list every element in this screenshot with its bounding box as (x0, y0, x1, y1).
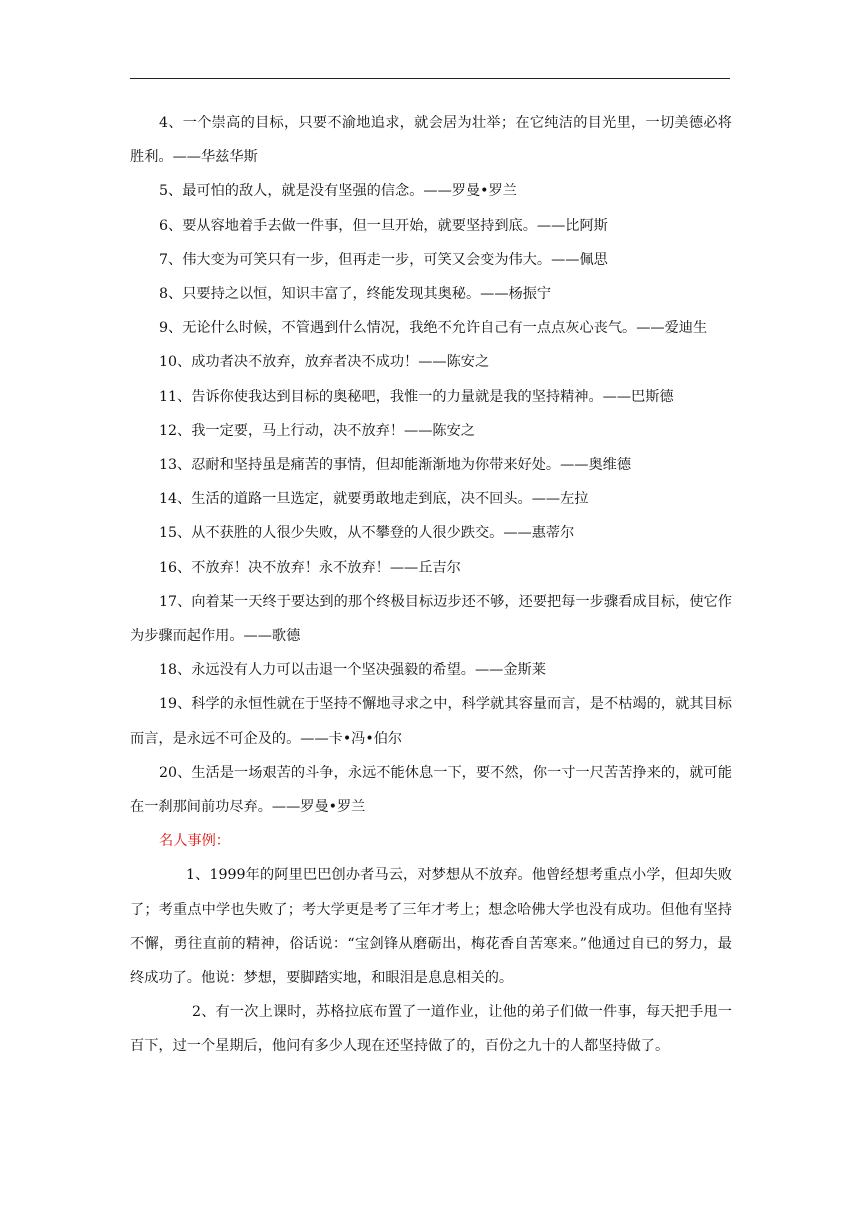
quote-item: 5、最可怕的敌人，就是没有坚强的信念。——罗曼•罗兰 (159, 183, 517, 200)
quote-item: 15、从不获胜的人很少失败，从不攀登的人很少跌交。——惠蒂尔 (159, 525, 575, 542)
document-body (130, 106, 732, 1064)
quote-item: 20、生活是一场艰苦的斗争，永远不能休息一下，要不然，你一寸一尺苦苦挣来的，就可能在一刹那间前功尽弃。——罗曼•罗兰 (130, 764, 732, 816)
section-title: 名人事例： (159, 833, 230, 850)
story-paragraph: 1、1999年的阿里巴巴创办者马云，对梦想从不放弃。他曾经想考重点小学，但却失败了；考重点中学也失败了；考大学更是考了三年才考上；想念哈佛大学也没有成功。但他有坚持不懈，勇往直前的精神，俗话说：“宝剑锋从磨砺出，梅花香自苦寒来。”他通过自已的努力，最终成功了。他说：梦想，要脚踏实地，和眼泪是息息相关的。 (130, 867, 732, 987)
quote-item: 8、只要持之以恒，知识丰富了，终能发现其奥秘。——杨振宁 (159, 286, 552, 303)
quote-item: 9、无论什么时候，不管遇到什么情况，我绝不允许自己有一点点灰心丧气。——爱迪生 (159, 320, 708, 337)
quote-item: 19、科学的永恒性就在于坚持不懈地寻求之中，科学就其容量而言，是不枯竭的，就其目标而言，是永远不可企及的。——卡•冯•伯尔 (130, 696, 732, 747)
quote-item: 17、向着某一天终于要达到的那个终极目标迈步还不够，还要把每一步骤看成目标，使它作为步骤而起作用。——歌德 (130, 593, 732, 645)
story-paragraph: 2、有一次上课时，苏格拉底布置了一道作业，让他的弟子们做一件事，每天把手甩一百下，过一个星期后，他问有多少人现在还坚持做了的，百份之九十的人都坚持做了。 (130, 1004, 732, 1055)
quote-item: 18、永远没有人力可以击退一个坚决强毅的希望。——金斯莱 (159, 662, 546, 679)
quote-item: 16、不放弃！决不放弃！永不放弃！——丘吉尔 (159, 559, 461, 576)
quote-item: 14、生活的道路一旦选定，就要勇敢地走到底，决不回头。——左拉 (159, 491, 589, 508)
quote-item: 10、成功者决不放弃，放弃者决不成功！——陈安之 (159, 354, 490, 371)
quote-item: 4、一个崇高的目标，只要不渝地追求，就会居为壮举；在它纯洁的目光里，一切美德必将胜利。——华兹华斯 (130, 115, 732, 166)
quote-item: 11、告诉你使我达到目标的奥秘吧，我惟一的力量就是我的坚持精神。——巴斯德 (159, 388, 674, 405)
quote-item: 6、要从容地着手去做一件事，但一旦开始，就要坚持到底。——比阿斯 (159, 217, 608, 234)
quote-item: 7、伟大变为可笑只有一步，但再走一步，可笑又会变为伟大。——佩思 (159, 251, 608, 268)
quote-item: 13、忍耐和坚持虽是痛苦的事情，但却能渐渐地为你带来好处。——奥维德 (159, 457, 632, 474)
header-rule (130, 78, 730, 79)
quote-item: 12、我一定要，马上行动，决不放弃！——陈安之 (159, 422, 475, 439)
